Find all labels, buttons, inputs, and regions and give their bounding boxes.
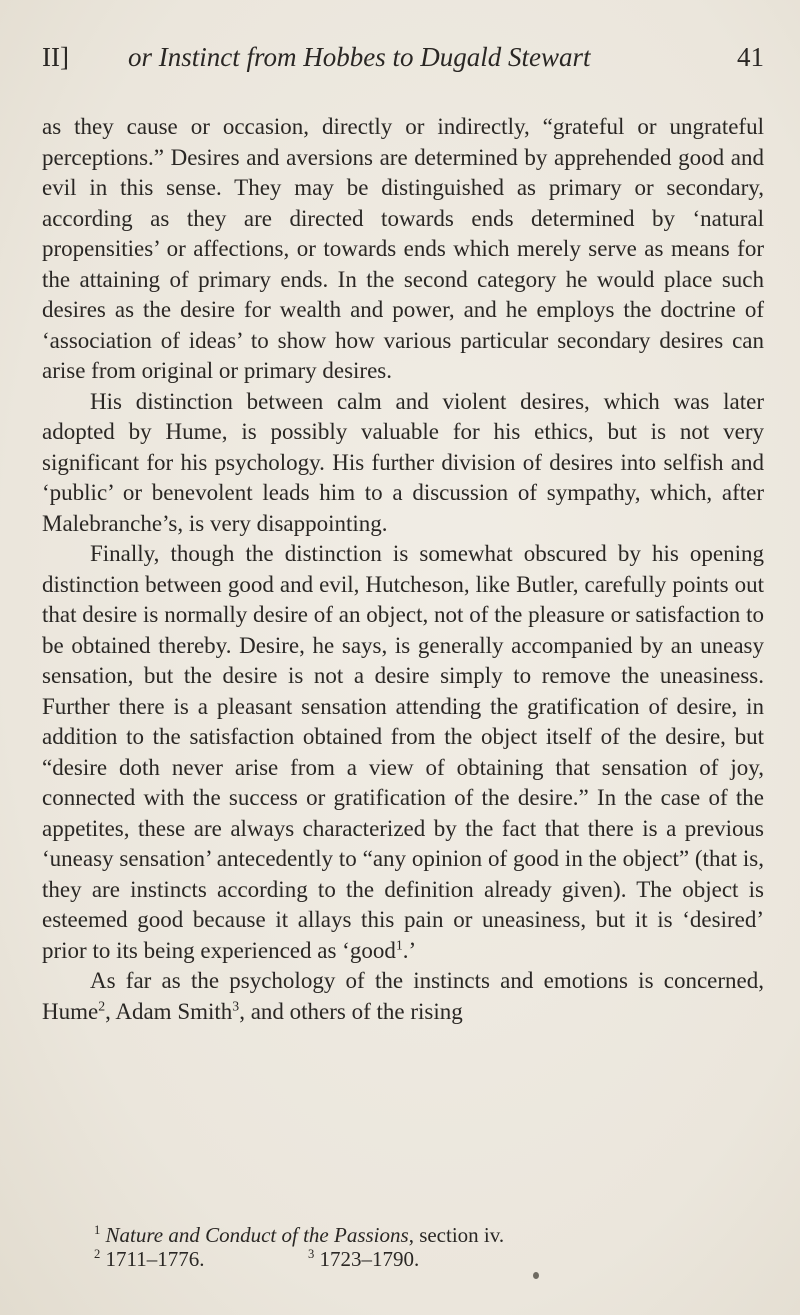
paragraph-4-text-a: As far as the psychology of the instincts and emotions is concerned, Hume [42,968,764,1024]
page-number: 41 [737,42,764,72]
paragraph-4-text-b: Adam Smith [115,998,233,1024]
footnote-1-title: Nature and Conduct of the Passions [105,1223,409,1247]
footnote-2-3 [94,1247,774,1271]
footnote-3-text: 1723–1790. [319,1247,420,1271]
footnote-ref-2: 2 [98,997,106,1013]
footnote-2-text: 1711–1776. [105,1247,205,1271]
paragraph-3-text: Finally, though the distinction is somewhat obscured by his opening distinction between good and evil, Hutcheson, like Butler, carefully points out that desire is normally desire of an object, not of the pleasure or satisfaction to be obtained thereby. Desire, he says, is generally accompanied by an uneasy sensation, but the desire is not a desire simply to remove the uneasiness. Further there is a pleasant sensation attending the gratification of desire, in addition to the satisfaction obtained from the object itself of the desire, but “desire doth never arise from a view of obtaining that sensation of joy, connected with the success or gratification of the desire.” In the case of the appetites, these are always characterized by the fact that there is a previous ‘uneasy sensation’ antecedently to “any opinion of good in the object” (that is, they are instincts according to the definition already given). The object is esteemed good because it allays this pain or uneasiness, but it is ‘desired’ prior to its being experienced as ‘good [42,541,764,963]
body-text [42,112,764,1027]
running-title: or Instinct from Hobbes to Dugald Stewart [128,42,591,72]
footnotes [94,1223,774,1271]
comma-a: , [105,998,111,1024]
paragraph-1: as they cause or occasion, directly or indirectly, “grateful or ungrateful perceptions.” Desires and aversions are determined by apprehended good and evil in this sense. They may be distinguished as primary or secondary, according as they are directed towards ends determined by ‘natural propensities’ or affections, or towards ends which merely serve as means for the attaining of primary ends. In the second category he would place such desires as the desire for wealth and power, and he employs the doctrine of ‘association of ideas’ to show how various particular secondary desires can arise from original or primary desires. [42,114,764,383]
footnote-1 [94,1223,774,1247]
comma-b: , [239,998,245,1024]
closing-quote: .’ [402,937,417,963]
footnote-1-marker: 1 [94,1223,101,1237]
running-header [42,42,764,82]
paragraph-3 [42,539,764,966]
paragraph-4-text-c: and others of the rising [250,998,463,1024]
footnote-ref-1: 1 [395,936,403,952]
footnote-3-marker: 3 [308,1247,315,1261]
ink-spot [533,1272,539,1279]
footnote-ref-3: 3 [232,997,240,1013]
paragraph-4 [42,966,764,1027]
footnote-2-marker: 2 [94,1247,101,1261]
footnote-3 [308,1247,419,1271]
paragraph-2: His distinction between calm and violent desires, which was later adopted by Hume, is possibly valuable for his ethics, but is not very significant for his psychology. His further division of desires into selfish and ‘public’ or benevolent leads him to a discussion of sympathy, which, after Malebranche’s, is very disappointing. [42,388,764,536]
footnote-1-rest: , section iv. [408,1223,505,1247]
chapter-number: II] [42,42,69,72]
